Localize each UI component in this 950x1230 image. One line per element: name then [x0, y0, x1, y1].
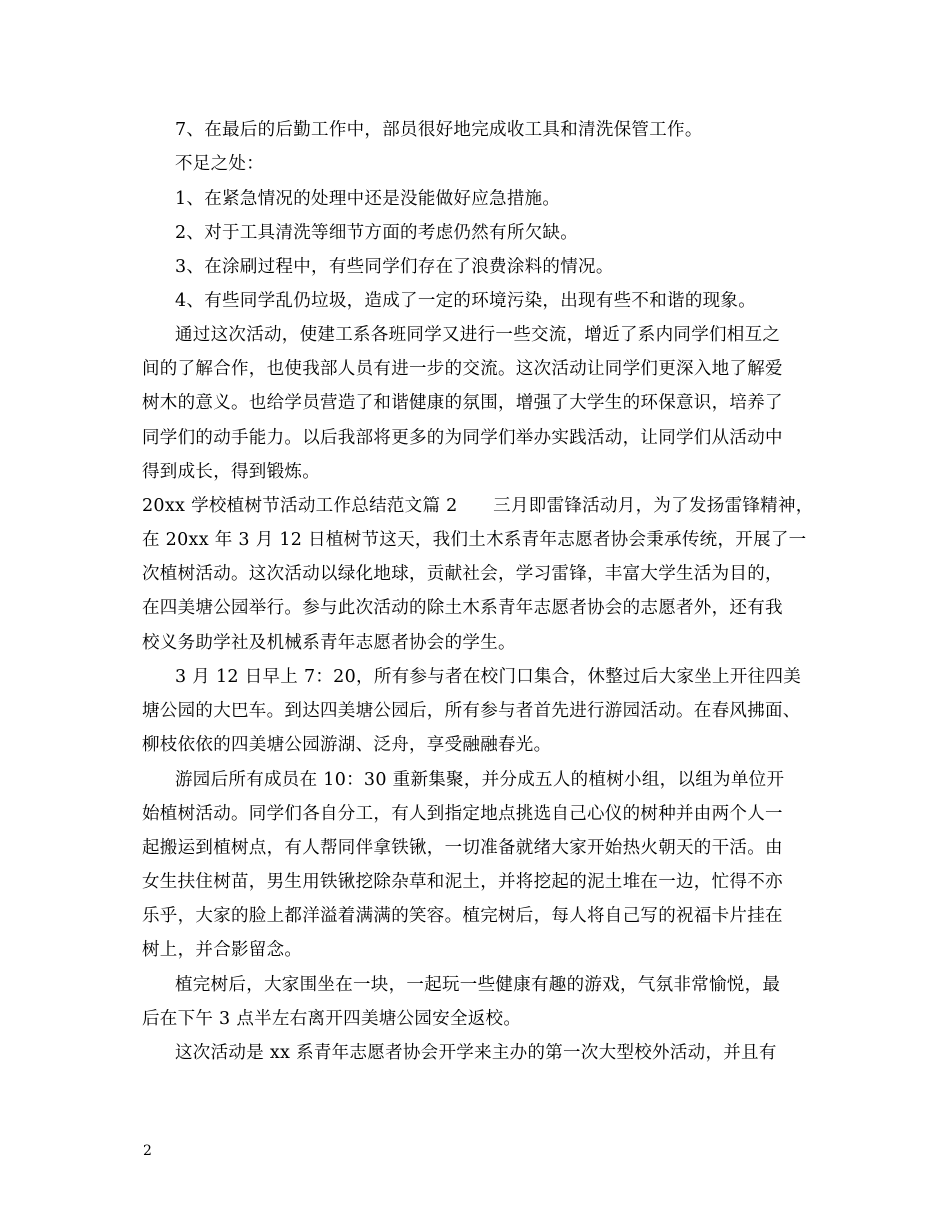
text-line: 起搬运到植树点，有人帮同伴拿铁锹，一切准备就绪大家开始热火朝天的干活。由 — [142, 838, 783, 858]
text-line: 4、有些同学乱仍垃圾，造成了一定的环境污染，出现有些不和谐的现象。 — [175, 291, 757, 311]
text-line: 柳枝依依的四美塘公园游湖、泛舟，享受融融春光。 — [142, 735, 552, 755]
text-line: 7、在最后的后勤工作中，部员很好地完成收工具和清洗保管工作。 — [175, 120, 703, 140]
text-line: 同学们的动手能力。以后我部将更多的为同学们举办实践活动，让同学们从活动中 — [142, 428, 783, 448]
text-line: 间的了解合作，也使我部人员有进一步的交流。这次活动让同学们更深入地了解爱 — [142, 359, 783, 379]
text-line: 这次活动是 xx 系青年志愿者协会开学来主办的第一次大型校外活动，并且有 — [175, 1043, 777, 1063]
text-line: 20xx 学校植树节活动工作总结范文篇 2 三月即雷锋活动月，为了发扬雷锋精神， — [142, 496, 814, 516]
text-line: 次植树活动。这次活动以绿化地球，贡献社会，学习雷锋，丰富大学生活为目的， — [142, 564, 783, 584]
text-line: 乐乎，大家的脸上都洋溢着满满的笑容。植完树后，每人将自己写的祝福卡片挂在 — [142, 906, 783, 926]
text-line: 在四美塘公园举行。参与此次活动的除土木系青年志愿者协会的志愿者外，还有我 — [142, 598, 783, 618]
text-line: 通过这次活动，使建工系各班同学又进行一些交流，增近了系内同学们相互之 — [175, 325, 781, 345]
text-line: 3 月 12 日早上 7：20，所有参与者在校门口集合，休整过后大家坐上开往四美 — [175, 667, 802, 687]
text-line: 始植树活动。同学们各自分工，有人到指定地点挑选自己心仪的树种并由两个人一 — [142, 804, 783, 824]
text-line: 女生扶住树苗，男生用铁锹挖除杂草和泥土，并将挖起的泥土堆在一边，忙得不亦 — [142, 872, 783, 892]
text-line: 游园后所有成员在 10：30 重新集聚，并分成五人的植树小组，以组为单位开 — [175, 770, 785, 790]
text-line: 后在下午 3 点半左右离开四美塘公园安全返校。 — [142, 1009, 522, 1029]
text-line: 1、在紧急情况的处理中还是没能做好应急措施。 — [175, 189, 561, 209]
text-line: 不足之处： — [175, 154, 264, 174]
text-line: 树木的意义。也给学员营造了和谐健康的氛围，增强了大学生的环保意识，培养了 — [142, 393, 783, 413]
text-line: 塘公园的大巴车。到达四美塘公园后，所有参与者首先进行游园活动。在春风拂面、 — [142, 701, 801, 721]
text-line: 3、在涂刷过程中，有些同学们存在了浪费涂料的情况。 — [175, 257, 614, 277]
text-line: 树上，并合影留念。 — [142, 940, 303, 960]
text-line: 得到成长，得到锻炼。 — [142, 462, 320, 482]
text-line: 2、对于工具清洗等细节方面的考虑仍然有所欠缺。 — [175, 223, 579, 243]
text-line: 植完树后，大家围坐在一块，一起玩一些健康有趣的游戏，气氛非常愉悦，最 — [175, 975, 781, 995]
text-line: 校义务助学社及机械系青年志愿者协会的学生。 — [142, 633, 516, 653]
page-number: 2 — [143, 1143, 152, 1159]
text-line: 在 20xx 年 3 月 12 日植树节这天，我们土木系青年志愿者协会秉承传统，开展了一 — [142, 530, 807, 550]
